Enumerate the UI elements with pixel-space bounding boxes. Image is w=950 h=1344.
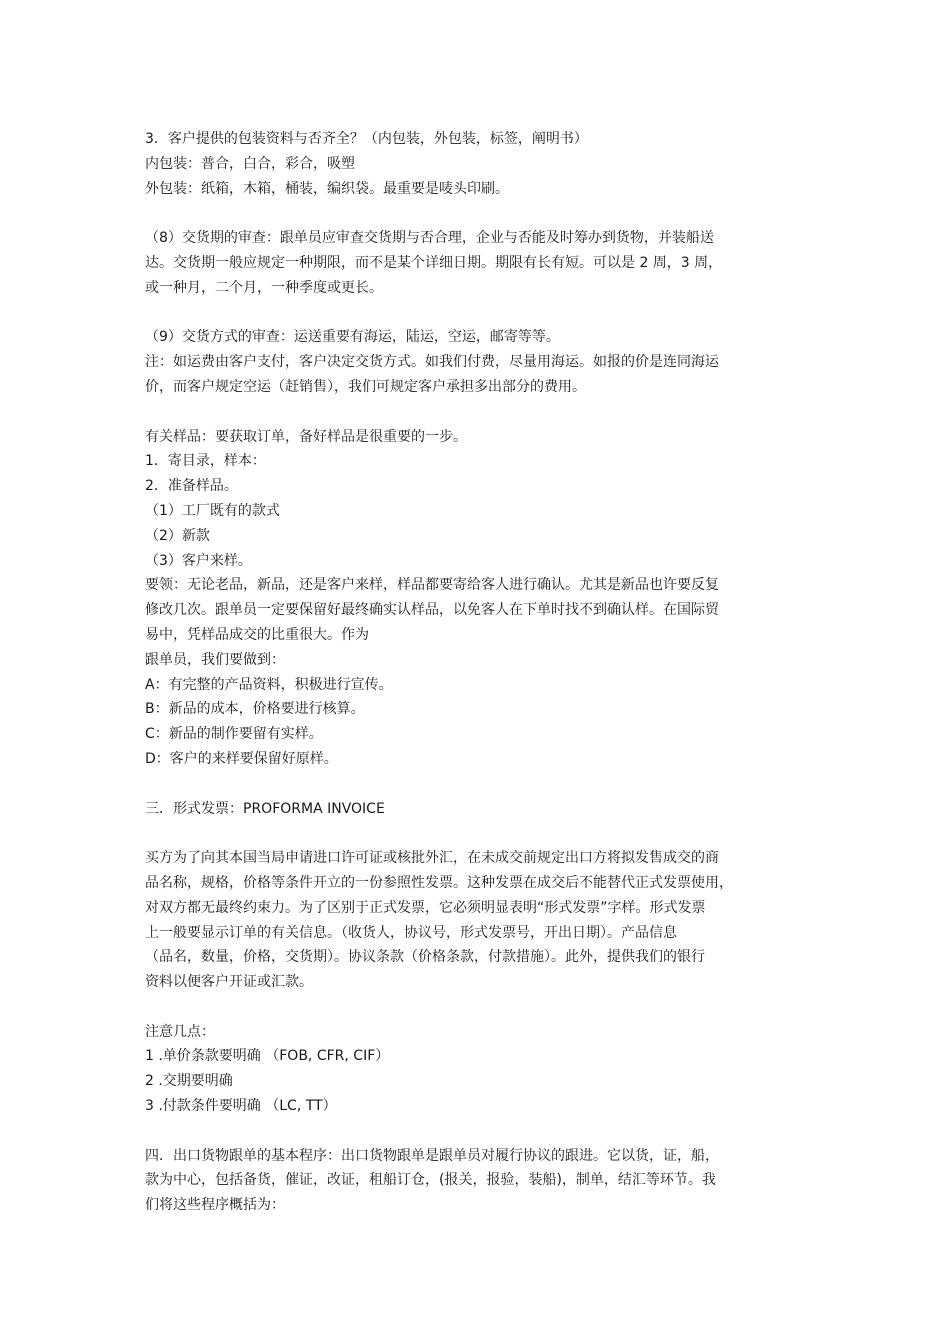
text-line: 或一种月，二个月，一种季度或更长。 (145, 279, 383, 296)
delivery-method-paragraph (145, 325, 810, 399)
text-line: D：客户的来样要保留好原样。 (145, 750, 338, 767)
text-line: 们将这些程序概括为： (145, 1197, 285, 1214)
text-line: 资料以便客户开证或汇款。 (145, 974, 313, 991)
text-line: 易中，凭样品成交的比重很大。作为 (145, 626, 369, 643)
section-heading-proforma: 三．形式发票：PROFORMA INVOICE (145, 800, 385, 817)
text-line: 跟单员，我们要做到： (145, 651, 285, 668)
paragraph-gap (145, 301, 810, 326)
paragraph-gap (145, 995, 810, 1020)
text-line: 1 .单价条款要明确 （FOB, CFR, CIF） (145, 1048, 390, 1065)
text-line: 注：如运费由客户支付，客户决定交货方式。如我们付费，尽量用海运。如报的价是连同海运 (145, 354, 719, 371)
text-line: 修改几次。跟单员一定要保留好最终确实认样品，以免客人在下单时找不到确认样。在国际贸 (145, 602, 719, 619)
text-line: 2．准备样品。 (145, 478, 238, 495)
text-line: 2 .交期要明确 (145, 1073, 233, 1090)
text-line: B：新品的成本，价格要进行核算。 (145, 701, 365, 718)
samples-paragraph (145, 425, 810, 772)
text-line: 有关样品：要获取订单，备好样品是很重要的一步。 (145, 428, 467, 445)
text-line: 款为中心，包括备货，催证，改证，租船订仓，(报关，报验，装船)，制单，结汇等环节。我 (145, 1172, 716, 1189)
text-line: （3）客户来样。 (145, 552, 252, 569)
text-line: 注意几点： (145, 1023, 215, 1040)
paragraph-gap (145, 1119, 810, 1144)
text-line: C：新品的制作要留有实样。 (145, 726, 323, 743)
paragraph-gap (145, 201, 810, 226)
text-line: 品名称，规格，价格等条件开立的一份参照性发票。这种发票在成交后不能替代正式发票使用， (145, 874, 733, 891)
text-line: 四．出口货物跟单的基本程序：出口货物跟单是跟单员对履行协议的跟进。它以货，证，船， (145, 1147, 719, 1164)
paragraph-gap (145, 400, 810, 425)
text-line: 内包装：普合，白合，彩合，吸塑 (145, 155, 355, 172)
document-page (145, 127, 810, 1218)
text-line: （2）新款 (145, 527, 210, 544)
text-line: 要领：无论老品，新品，还是客户来样，样品都要寄给客人进行确认。尤其是新品也许要反复 (145, 577, 719, 594)
text-line: （8）交货期的审查：跟单员应审查交货期与否合理，企业与否能及时筹办到货物，并装船送 (145, 230, 714, 247)
text-line: （1）工厂既有的款式 (145, 502, 280, 519)
text-line: 外包装：纸箱，木箱，桶装，编织袋。最重要是唛头印刷。 (145, 180, 509, 197)
export-paragraph (145, 1144, 810, 1218)
paragraph-gap (145, 772, 810, 797)
text-line: 买方为了向其本国当局申请进口许可证或核批外汇，在未成交前规定出口方将拟发售成交的商 (145, 850, 719, 867)
text-line: （品名，数量，价格，交货期）。协议条款（价格条款，付款措施）。此外，提供我们的银行 (145, 949, 705, 966)
text-line: 上一般要显示订单的有关信息。（收货人，协议号，形式发票号，开出日期）。产品信息 (145, 924, 677, 941)
text-line: 1．寄目录，样本： (145, 453, 266, 470)
delivery-period-paragraph (145, 226, 810, 300)
paragraph-gap (145, 821, 810, 846)
notes-paragraph (145, 1020, 810, 1119)
text-line: （9）交货方式的审查：运送重要有海运，陆运，空运，邮寄等等。 (145, 329, 560, 346)
text-line: 3 .付款条件要明确 （LC, TT） (145, 1098, 337, 1115)
text-line: 对双方都无最终约束力。为了区别于正式发票，它必须明显表明“形式发票”字样。形式发票 (145, 899, 706, 916)
text-line: 价，而客户规定空运（赶销售），我们可规定客户承担多出部分的费用。 (145, 378, 586, 395)
proforma-paragraph (145, 846, 810, 995)
text-line: 达。交货期一般应规定一种期限，而不是某个详细日期。期限有长有短。可以是 2 周，3 周， (145, 254, 723, 271)
packaging-paragraph (145, 127, 810, 201)
text-line: A：有完整的产品资料，积极进行宣传。 (145, 676, 393, 693)
text-line: 3．客户提供的包装资料与否齐全？（内包装，外包装，标签，阐明书） (145, 131, 588, 147)
